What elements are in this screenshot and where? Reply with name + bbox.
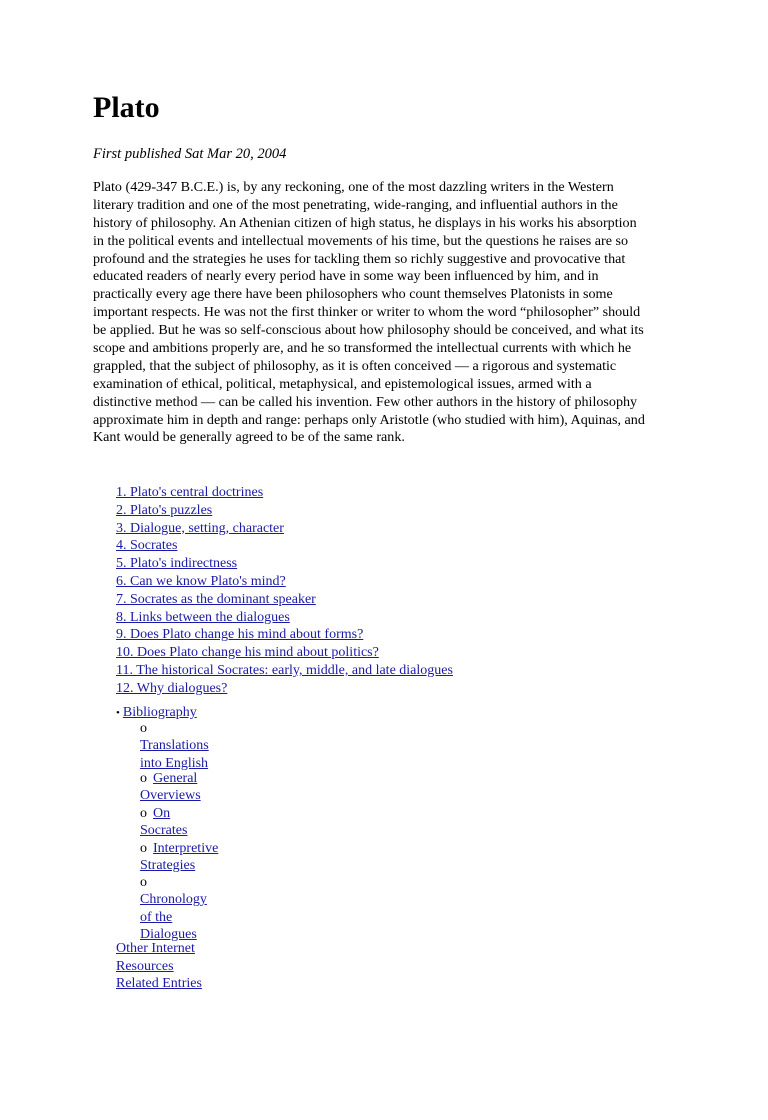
toc-item xyxy=(116,662,453,680)
circle-bullet-icon: o xyxy=(140,721,147,736)
intro-paragraph xyxy=(93,179,693,447)
toc-link-socrates[interactable]: 4. Socrates xyxy=(116,538,178,554)
toc-link-links-dialogues[interactable]: 8. Links between the dialogues xyxy=(116,609,290,625)
other-sections xyxy=(116,940,202,993)
socrates-link-line[interactable]: On xyxy=(153,806,171,821)
related-entries-link[interactable]: Related Entries xyxy=(116,976,202,991)
bibliography-sub-socrates xyxy=(140,805,187,840)
intro-line: examination of ethical, political, metaphysical, and epistemological issues, armed with a xyxy=(93,375,592,392)
toc-link-dialogue-setting[interactable]: 3. Dialogue, setting, character xyxy=(116,520,284,536)
toc-link-platos-mind[interactable]: 6. Can we know Plato's mind? xyxy=(116,573,286,589)
translations-link-line[interactable]: into English xyxy=(140,755,209,771)
general-link-line[interactable]: General xyxy=(153,771,198,786)
intro-line: history of philosophy. An Athenian citizen of high status, he displays in his works his absorption xyxy=(93,214,637,231)
other-resources-link-line[interactable]: Other Internet xyxy=(116,941,195,956)
toc-link-indirectness[interactable]: 5. Plato's indirectness xyxy=(116,556,238,572)
intro-line: scope and ambitions properly are, and he so transformed the intellectual currents with which he xyxy=(93,340,632,357)
circle-bullet-icon: o xyxy=(140,841,147,856)
intro-line: Plato (429-347 B.C.E.) is, by any reckoning, one of the most dazzling writers in the Western xyxy=(93,179,614,195)
toc-item xyxy=(116,555,453,573)
bibliography-sub-chronology xyxy=(140,874,207,944)
publication-date: First published Sat Mar 20, 2004 xyxy=(93,146,287,162)
intro-line: in the political events and intellectual movements of his time, but the questions he raises are so xyxy=(93,232,629,249)
chronology-link-line[interactable]: Chronology xyxy=(140,892,207,908)
toc-item xyxy=(116,537,453,555)
bibliography-sub-general xyxy=(140,770,201,805)
bibliography-sub-translations xyxy=(140,720,209,772)
toc-item xyxy=(116,626,453,644)
toc-item xyxy=(116,609,453,627)
toc-item xyxy=(116,644,453,662)
interpretive-link-line[interactable]: Interpretive xyxy=(153,841,219,856)
intro-line: approximate him in depth and range: perhaps only Aristotle (who studied with him), Aquinas, and xyxy=(93,411,645,428)
toc-item xyxy=(116,502,453,520)
toc-link-central-doctrines[interactable]: 1. Plato's central doctrines xyxy=(116,485,264,500)
circle-bullet-icon: o xyxy=(140,771,147,786)
other-resources-link-line[interactable]: Resources xyxy=(116,958,174,974)
intro-line: grappled, that the subject of philosophy, as it is often conceived — a rigorous and systematic xyxy=(93,357,617,374)
toc-item xyxy=(116,680,453,698)
toc-link-dominant-speaker[interactable]: 7. Socrates as the dominant speaker xyxy=(116,591,316,607)
toc-link-why-dialogues[interactable]: 12. Why dialogues? xyxy=(116,680,228,696)
bibliography-link[interactable]: Bibliography xyxy=(122,705,197,720)
interpretive-link-line[interactable]: Strategies xyxy=(140,858,196,874)
toc-item xyxy=(116,591,453,609)
intro-line: Kant would be generally agreed to be of the same rank. xyxy=(93,429,405,446)
toc-link-puzzles[interactable]: 2. Plato's puzzles xyxy=(116,502,213,518)
toc-item xyxy=(116,520,453,538)
intro-line: be applied. But he was so self-conscious about how philosophy should be conceived, and what its xyxy=(93,322,644,339)
intro-line: distinctive method — can be called his invention. Few other authors in the history of philosophy xyxy=(93,393,638,410)
circle-bullet-icon: o xyxy=(140,806,147,821)
intro-line: practically every age there have been philosophers who count themselves Platonists in some xyxy=(93,286,613,303)
bullet-icon: • xyxy=(116,707,120,719)
toc-item xyxy=(116,573,453,591)
toc-link-politics[interactable]: 10. Does Plato change his mind about politics? xyxy=(116,645,379,661)
page-title: Plato xyxy=(93,91,160,124)
general-link-line[interactable]: Overviews xyxy=(140,788,201,804)
table-of-contents xyxy=(116,484,453,698)
toc-link-forms[interactable]: 9. Does Plato change his mind about forms? xyxy=(116,627,364,643)
chronology-link-line[interactable]: Dialogues xyxy=(140,927,197,943)
toc-item xyxy=(116,484,453,502)
socrates-link-line[interactable]: Socrates xyxy=(140,823,188,839)
intro-line: profound and the strategies he uses for tackling them so richly suggestive and provocative that xyxy=(93,250,626,267)
intro-line: important respects. He was not the first thinker or writer to whom the word “philosopher” should xyxy=(93,304,641,321)
intro-line: literary tradition and one of the most penetrating, wide-ranging, and influential authors in the xyxy=(93,196,618,213)
circle-bullet-icon: o xyxy=(140,875,147,890)
bibliography-sub-interpretive xyxy=(140,840,218,875)
intro-line: educated readers of nearly every period have in some way been influenced by him, and in xyxy=(93,268,599,285)
chronology-link-line[interactable]: of the xyxy=(140,909,173,925)
translations-link-line[interactable]: Translations xyxy=(140,738,209,754)
toc-link-historical-socrates[interactable]: 11. The historical Socrates: early, middle, and late dialogues xyxy=(116,662,453,678)
